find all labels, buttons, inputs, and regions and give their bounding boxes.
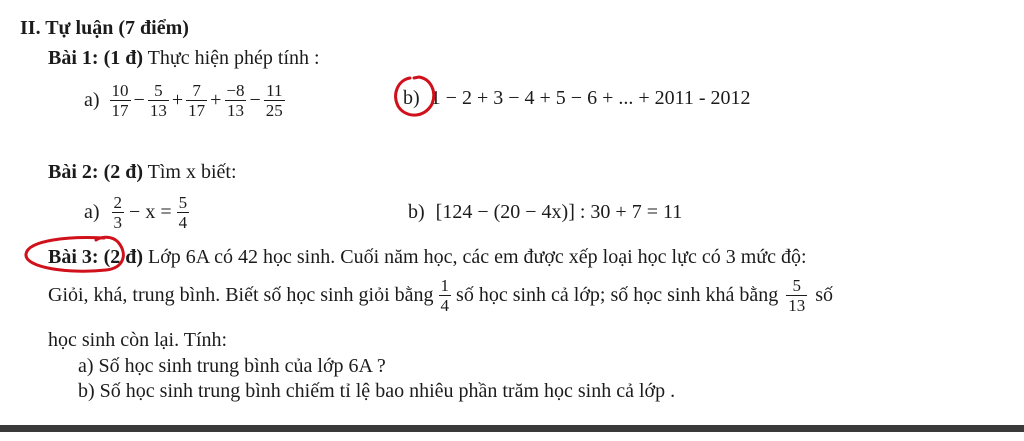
fraction: $\frac{10}{17}$ (111, 80, 129, 120)
operator: − (249, 89, 261, 111)
bai1-a-label: a) (84, 89, 100, 111)
bai1-b-expression: 1 − 2 + 3 − 4 + 5 − 6 + ... + 2011 - 2012 (430, 87, 751, 109)
bai2-a-middle: − x = (129, 201, 172, 223)
fraction: $\frac{5}{13}$ (149, 80, 167, 120)
bai3-question-b: b) Số học sinh trung bình chiếm tỉ lệ bao nhiêu phần trăm học sinh cả lớp . (78, 380, 676, 402)
bottom-divider (0, 425, 1024, 432)
bai3-line3: học sinh còn lại. Tính: (48, 329, 228, 351)
bai2-text: Tìm x biết: (147, 161, 237, 183)
bai2-part-a (84, 188, 191, 236)
bai1-part-a (84, 76, 287, 124)
bai3-label: Bài 3: (48, 246, 99, 268)
bai3-text-2b: số học sinh cả lớp; số học sinh khá bằng (456, 284, 779, 306)
fraction: $\frac{5}{4}$ (178, 192, 188, 232)
bai2-a-label: a) (84, 201, 100, 223)
bai1-label: Bài 1: (48, 47, 99, 69)
bai3-text-1: Lớp 6A có 42 học sinh. Cuối năm học, các em được xếp loại học lực có 3 mức độ: (148, 246, 807, 268)
bai1-heading (48, 46, 320, 70)
bai2-part-b (408, 200, 682, 224)
bai1-text: Thực hiện phép tính : (147, 47, 320, 69)
fraction: $\frac{5}{13}$ (788, 275, 806, 315)
bai2-b-label: b) (408, 201, 425, 223)
bai1-points: (1 đ) (103, 47, 144, 69)
fraction: $\frac{-8}{13}$ (226, 80, 245, 120)
bai2-b-expression: [124 − (20 − 4x)] : 30 + 7 = 11 (435, 201, 683, 223)
operator: + (210, 89, 222, 111)
operator: + (171, 89, 184, 111)
fraction: $\frac{7}{17}$ (188, 80, 206, 120)
bai3-points: (2 đ) (103, 246, 144, 268)
operator: − (133, 89, 145, 111)
bai1-b-label: b) (403, 87, 420, 109)
fraction: $\frac{2}{3}$ (113, 192, 123, 232)
bai3-question-a: a) Số học sinh trung bình của lớp 6A ? (78, 355, 386, 377)
bai3-text-2c: số (815, 284, 834, 306)
bai1-part-b (403, 86, 751, 110)
fraction: $\frac{11}{25}$ (265, 80, 283, 120)
bai3-text-2a: Giỏi, khá, trung bình. Biết số học sinh giỏi bằng (48, 284, 434, 306)
section-title: II. Tự luận (7 điểm) (20, 17, 189, 39)
bai2-label: Bài 2: (48, 161, 99, 183)
bai2-points: (2 đ) (103, 161, 144, 183)
bai3-line1 (48, 245, 807, 269)
bai2-heading (48, 160, 237, 184)
fraction: $\frac{1}{4}$ (440, 275, 450, 315)
bai3-line2 (48, 272, 833, 318)
